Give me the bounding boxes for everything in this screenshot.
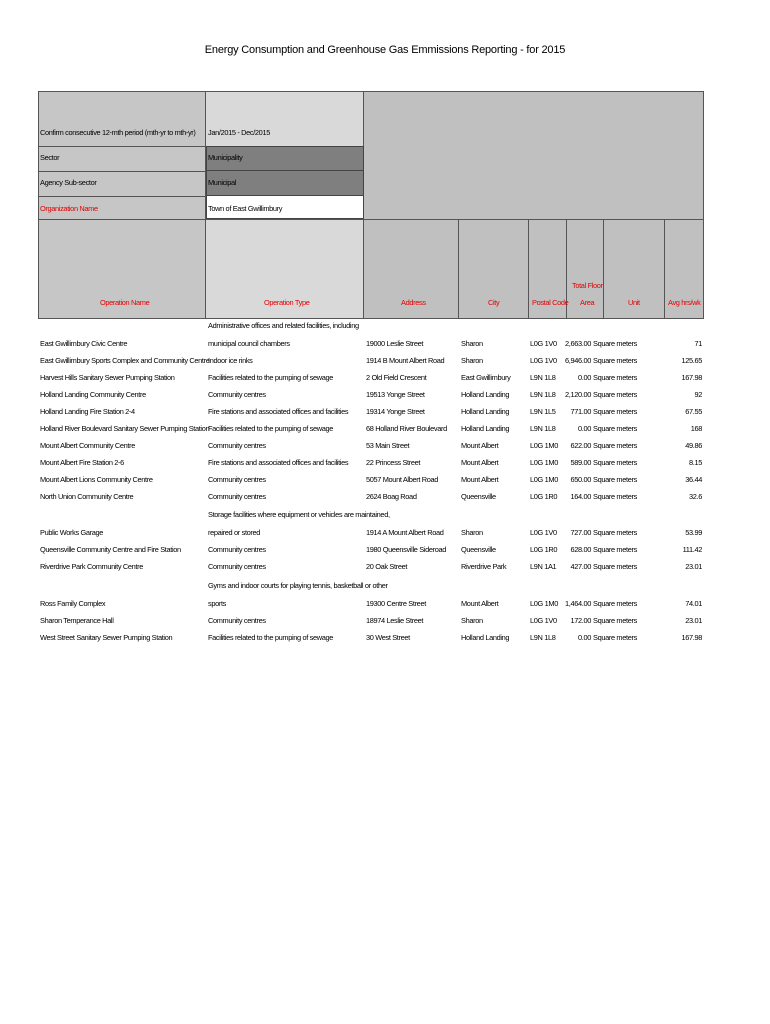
operation-name-cell: Sharon Temperance Hall <box>40 616 114 625</box>
unit-cell: Square meters <box>593 373 637 382</box>
meta-divider-3 <box>38 196 206 197</box>
period-label: Confirm consecutive 12-mth period (mth-yr to mth-yr) <box>40 128 196 137</box>
unit-cell: Square meters <box>593 475 637 484</box>
address-cell: 68 Holland River Boulevard <box>366 424 447 433</box>
table-row <box>0 441 770 458</box>
avg-hrs-cell: 32.6 <box>689 492 702 501</box>
unit-cell: Square meters <box>593 458 637 467</box>
operation-type-prefix: Gyms and indoor courts for playing tennis, basketball or other <box>208 581 388 590</box>
operation-type-cell: Fire stations and associated offices and facilities <box>208 407 349 416</box>
col-divider-hrs <box>664 219 665 319</box>
city-cell: Holland Landing <box>461 407 510 416</box>
city-cell: Mount Albert <box>461 441 499 450</box>
address-cell: 2 Old Field Crescent <box>366 373 427 382</box>
table-row <box>0 458 770 475</box>
operation-type-cell: Community centres <box>208 441 266 450</box>
header-top-right-line <box>364 219 704 220</box>
postal-code-cell: L9N 1A1 <box>530 562 557 571</box>
org-value: Town of East Gwillimbury <box>208 204 283 213</box>
operation-name-cell: Mount Albert Fire Station 2-6 <box>40 458 124 467</box>
header-operation-type: Operation Type <box>264 298 310 307</box>
postal-code-cell: L9N 1L8 <box>530 633 556 642</box>
operation-name-cell: Holland Landing Fire Station 2-4 <box>40 407 135 416</box>
city-cell: Queensville <box>461 545 496 554</box>
floor-area-cell: 2,663.00 <box>565 339 591 348</box>
city-cell: Queensville <box>461 492 496 501</box>
operation-name-cell: Holland River Boulevard Sanitary Sewer Pumping Station <box>40 424 210 433</box>
floor-area-cell: 0.00 <box>578 633 591 642</box>
postal-code-cell: L0G 1M0 <box>530 441 558 450</box>
floor-area-cell: 1,464.00 <box>565 599 591 608</box>
address-cell: 53 Main Street <box>366 441 410 450</box>
floor-area-cell: 0.00 <box>578 424 591 433</box>
operation-type-prefix: Administrative offices and related facilities, including <box>208 321 359 330</box>
header-floor-area-2: Area <box>580 298 595 307</box>
city-cell: Sharon <box>461 616 483 625</box>
floor-area-cell: 628.00 <box>570 545 591 554</box>
operation-name-cell: Mount Albert Community Centre <box>40 441 136 450</box>
table-row <box>0 599 770 616</box>
operation-name-cell: Harvest Hills Sanitary Sewer Pumping Station <box>40 373 175 382</box>
table-row <box>0 424 770 441</box>
operation-name-cell: Mount Albert Lions Community Centre <box>40 475 153 484</box>
unit-cell: Square meters <box>593 633 637 642</box>
col-divider-unit <box>603 219 604 319</box>
postal-code-cell: L0G 1M0 <box>530 475 558 484</box>
operation-type-cell: repaired or stored <box>208 528 261 537</box>
postal-code-cell: L9N 1L5 <box>530 407 556 416</box>
address-cell: 1980 Queensville Sideroad <box>366 545 446 554</box>
floor-area-cell: 6,946.00 <box>565 356 591 365</box>
floor-area-cell: 622.00 <box>570 441 591 450</box>
avg-hrs-cell: 167.98 <box>681 373 702 382</box>
floor-area-cell: 427.00 <box>570 562 591 571</box>
operation-name-cell: Holland Landing Community Centre <box>40 390 146 399</box>
avg-hrs-cell: 67.55 <box>685 407 702 416</box>
city-cell: Sharon <box>461 356 483 365</box>
operation-type-prefix: Storage facilities where equipment or vehicles are maintained, <box>208 510 390 519</box>
meta-divider-2 <box>38 171 206 172</box>
unit-cell: Square meters <box>593 390 637 399</box>
avg-hrs-cell: 71 <box>694 339 702 348</box>
city-cell: Sharon <box>461 339 483 348</box>
postal-code-cell: L9N 1L8 <box>530 424 556 433</box>
meta-divider-4 <box>38 219 364 220</box>
operation-type-cell: Fire stations and associated offices and facilities <box>208 458 349 467</box>
operation-name-cell: Public Works Garage <box>40 528 104 537</box>
operation-type-cell: Facilities related to the pumping of sewage <box>208 424 334 433</box>
avg-hrs-cell: 49.86 <box>685 441 702 450</box>
unit-cell: Square meters <box>593 562 637 571</box>
postal-code-cell: L0G 1R0 <box>530 492 558 501</box>
address-cell: 19314 Yonge Street <box>366 407 425 416</box>
address-cell: 22 Princess Street <box>366 458 421 467</box>
unit-cell: Square meters <box>593 599 637 608</box>
city-cell: Riverdrive Park <box>461 562 507 571</box>
avg-hrs-cell: 92 <box>694 390 702 399</box>
operation-type-cell: municipal council chambers <box>208 339 290 348</box>
sector-value: Municipality <box>208 153 243 162</box>
table-row <box>0 528 770 545</box>
table-row <box>0 633 770 650</box>
avg-hrs-cell: 23.01 <box>685 562 702 571</box>
avg-hrs-cell: 74.01 <box>685 599 702 608</box>
city-cell: East Gwillimbury <box>461 373 511 382</box>
avg-hrs-cell: 125.65 <box>681 356 702 365</box>
header-operation-name: Operation Name <box>100 298 150 307</box>
header-avg-hrs: Avg hrs/wk <box>668 298 701 307</box>
sector-label: Sector <box>40 153 60 162</box>
unit-cell: Square meters <box>593 545 637 554</box>
avg-hrs-cell: 36.44 <box>685 475 702 484</box>
city-cell: Holland Landing <box>461 633 510 642</box>
floor-area-cell: 650.00 <box>570 475 591 484</box>
unit-cell: Square meters <box>593 441 637 450</box>
operation-name-cell: West Street Sanitary Sewer Pumping Station <box>40 633 173 642</box>
address-cell: 19513 Yonge Street <box>366 390 425 399</box>
table-row <box>0 390 770 407</box>
operation-name-cell: East Gwillimbury Sports Complex and Community Centre <box>40 356 210 365</box>
address-cell: 19000 Leslie Street <box>366 339 424 348</box>
postal-code-cell: L9N 1L8 <box>530 373 556 382</box>
header-floor-area-1: Total Floor <box>572 281 603 290</box>
city-cell: Mount Albert <box>461 458 499 467</box>
address-cell: 2624 Boag Road <box>366 492 417 501</box>
unit-cell: Square meters <box>593 339 637 348</box>
floor-area-cell: 172.00 <box>570 616 591 625</box>
unit-cell: Square meters <box>593 356 637 365</box>
avg-hrs-cell: 168 <box>690 424 702 433</box>
meta-divider-1 <box>38 146 206 147</box>
operation-type-cell: Indoor ice rinks <box>208 356 253 365</box>
floor-area-cell: 727.00 <box>570 528 591 537</box>
floor-area-cell: 589.00 <box>570 458 591 467</box>
postal-code-cell: L0G 1V0 <box>530 616 557 625</box>
table-row <box>0 545 770 562</box>
header-block-right <box>364 91 704 319</box>
table-row <box>0 356 770 373</box>
table-row <box>0 492 770 509</box>
postal-code-cell: L0G 1R0 <box>530 545 558 554</box>
unit-cell: Square meters <box>593 407 637 416</box>
table-row <box>0 562 770 579</box>
operation-name-cell: East Gwillimbury Civic Centre <box>40 339 128 348</box>
avg-hrs-cell: 111.42 <box>682 545 702 554</box>
header-address: Address <box>401 298 426 307</box>
floor-area-cell: 2,120.00 <box>565 390 591 399</box>
page-title: Energy Consumption and Greenhouse Gas Emmissions Reporting - for 2015 <box>204 44 566 56</box>
subsector-value: Municipal <box>208 178 237 187</box>
postal-code-cell: L0G 1M0 <box>530 458 558 467</box>
address-cell: 1914 B Mount Albert Road <box>366 356 445 365</box>
city-cell: Sharon <box>461 528 483 537</box>
operation-name-cell: Ross Family Complex <box>40 599 106 608</box>
operation-type-cell: Community centres <box>208 492 266 501</box>
address-cell: 1914 A Mount Albert Road <box>366 528 444 537</box>
floor-area-cell: 771.00 <box>570 407 591 416</box>
col-divider-postal <box>528 219 529 319</box>
address-cell: 18974 Leslie Street <box>366 616 424 625</box>
period-value: Jan/2015 - Dec/2015 <box>208 128 270 137</box>
city-cell: Mount Albert <box>461 599 499 608</box>
org-label: Organization Name <box>40 204 98 213</box>
operation-type-cell: Community centres <box>208 562 266 571</box>
operation-type-cell: Facilities related to the pumping of sewage <box>208 633 334 642</box>
table-row <box>0 373 770 390</box>
unit-cell: Square meters <box>593 424 637 433</box>
address-cell: 19300 Centre Street <box>366 599 426 608</box>
operation-name-cell: Queensville Community Centre and Fire Station <box>40 545 181 554</box>
operation-type-cell: Community centres <box>208 616 266 625</box>
header-city: City <box>488 298 500 307</box>
table-row <box>0 407 770 424</box>
operation-name-cell: North Union Community Centre <box>40 492 134 501</box>
operation-type-cell: sports <box>208 599 227 608</box>
postal-code-cell: L0G 1V0 <box>530 356 557 365</box>
operation-type-cell: Community centres <box>208 390 266 399</box>
unit-cell: Square meters <box>593 528 637 537</box>
avg-hrs-cell: 23.01 <box>685 616 702 625</box>
city-cell: Holland Landing <box>461 390 510 399</box>
unit-cell: Square meters <box>593 616 637 625</box>
header-postal-code: Postal Code <box>532 298 569 307</box>
avg-hrs-cell: 167.98 <box>681 633 702 642</box>
address-cell: 20 Oak Street <box>366 562 408 571</box>
postal-code-cell: L0G 1M0 <box>530 599 558 608</box>
operation-name-cell: Riverdrive Park Community Centre <box>40 562 143 571</box>
postal-code-cell: L0G 1V0 <box>530 339 557 348</box>
col-divider-city <box>458 219 459 319</box>
header-unit: Unit <box>628 298 640 307</box>
operation-type-cell: Community centres <box>208 475 266 484</box>
address-cell: 30 West Street <box>366 633 410 642</box>
city-cell: Mount Albert <box>461 475 499 484</box>
avg-hrs-cell: 53.99 <box>685 528 702 537</box>
table-row <box>0 475 770 492</box>
subsector-label: Agency Sub-sector <box>40 178 97 187</box>
postal-code-cell: L0G 1V0 <box>530 528 557 537</box>
floor-area-cell: 0.00 <box>578 373 591 382</box>
floor-area-cell: 164.00 <box>570 492 591 501</box>
operation-type-cell: Facilities related to the pumping of sewage <box>208 373 334 382</box>
avg-hrs-cell: 8.15 <box>689 458 702 467</box>
table-row <box>0 339 770 356</box>
table-row <box>0 616 770 633</box>
address-cell: 5057 Mount Albert Road <box>366 475 439 484</box>
city-cell: Holland Landing <box>461 424 510 433</box>
postal-code-cell: L9N 1L8 <box>530 390 556 399</box>
unit-cell: Square meters <box>593 492 637 501</box>
operation-type-cell: Community centres <box>208 545 266 554</box>
